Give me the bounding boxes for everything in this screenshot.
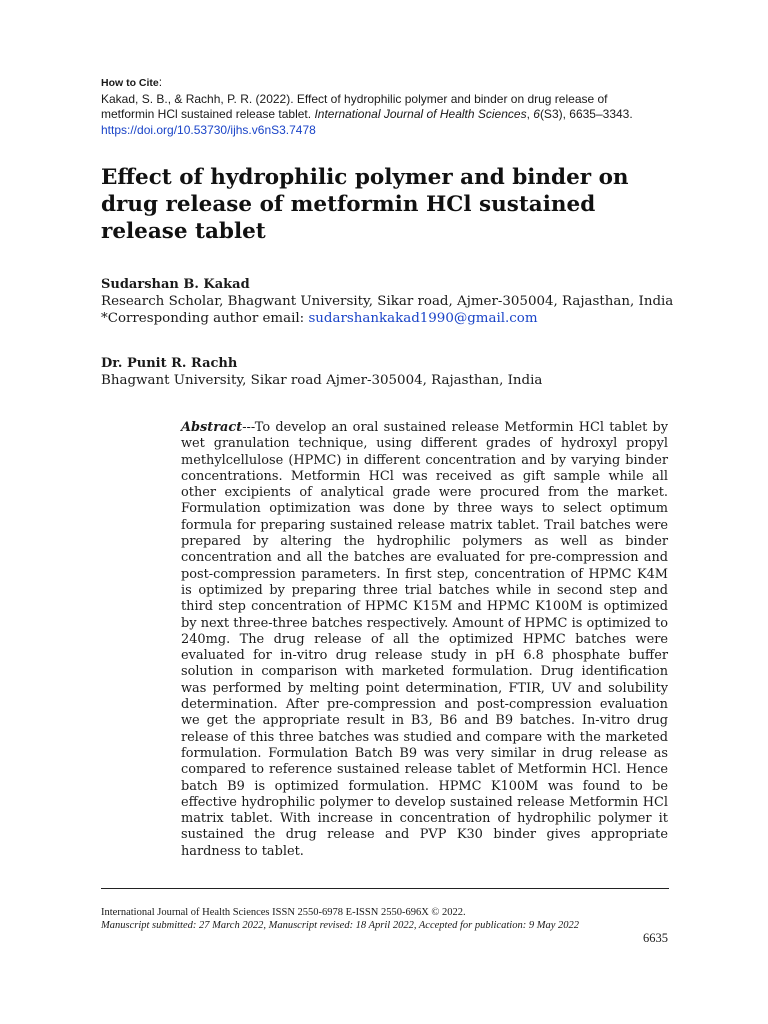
footer <box>101 906 669 932</box>
abstract-text: ---To develop an oral sustained release Metformin HCl tablet by wet granulation technique, using different grades of hydroxyl propyl methylcellulose (HPMC) in different concentration and by varying binder concentrations. Metformin HCl was received as gift sample while all other excipients of analytical grade were procured from the market. Formulation optimization was done by three ways to select optimum formula for preparing sustained release matrix tablet. Trail batches were prepared by altering the hydrophilic polymers as well as binder concentration and all the batches are evaluated for pre-compression and post-compression parameters. In first step, concentration of HPMC K4M is optimized by preparing three trial batches while in second step and third step concentration of HPMC K15M and HPMC K100M is optimized by next three-three batches respectively. Amount of HPMC is optimized to 240mg. The drug release of all the optimized HPMC batches were evaluated for in-vitro drug release study in pH 6.8 phosphate buffer solution in comparison with marketed formulation. Drug identification was performed by melting point determination, FTIR, UV and solubility determination. After pre-compression and post-compression evaluation we get the appropriate result in B3, B6 and B9 batches. In-vitro drug release of this three batches was studied and compare with the marketed formulation. Formulation Batch B9 was very similar in drug release as compared to reference sustained release tablet of Metformin HCl. Hence batch B9 is optimized formulation. HPMC K100M was found to be effective hydrophilic polymer to develop sustained release Metformin HCl matrix tablet. With increase in concentration of hydrophilic polymer it sustained the drug release and PVP K30 binder gives appropriate hardness to tablet. <box>181 420 668 859</box>
page-number: 6635 <box>643 931 668 945</box>
footer-divider <box>101 888 669 889</box>
citation-colon: : <box>158 75 163 89</box>
citation-block <box>101 75 661 138</box>
author-affiliation: Research Scholar, Bhagwant University, Sikar road, Ajmer-305004, Rajasthan, India <box>101 294 674 309</box>
citation-issue-pages: (S3), 6635–3343. <box>539 107 633 121</box>
citation-journal: International Journal of Health Sciences <box>314 107 527 121</box>
citation-doi-link[interactable]: https://doi.org/10.53730/ijhs.v6nS3.7478 <box>101 122 316 137</box>
author-affiliation: Bhagwant University, Sikar road Ajmer-305004, Rajasthan, India <box>101 373 543 388</box>
author-name: Dr. Punit R. Rachh <box>101 356 238 371</box>
author-name: Sudarshan B. Kakad <box>101 277 250 292</box>
citation-volume: 6 <box>533 107 540 121</box>
abstract-label: Abstract <box>181 420 243 435</box>
citation-authors: Kakad, S. B., & Rachh, P. R. (2022). Effect of hydrophilic polymer and binder on drug release of metformin HCl sustained release tablet. <box>101 91 608 121</box>
citation-heading: How to Cite <box>101 77 159 89</box>
email-label: *Corresponding author email: <box>101 311 309 326</box>
author-email-link[interactable]: sudarshankakad1990@gmail.com <box>308 311 538 326</box>
author-block-2 <box>101 355 681 389</box>
footer-manuscript-dates: Manuscript submitted: 27 March 2022, Manuscript revised: 18 April 2022, Accepted for publication: 9 May 2022 <box>101 920 579 931</box>
abstract <box>181 420 668 860</box>
citation-comma: , <box>526 107 534 121</box>
footer-journal-issn: International Journal of Health Sciences ISSN 2550-6978 E-ISSN 2550-696X © 2022. <box>101 907 466 918</box>
author-email-line <box>101 310 681 327</box>
author-block-1 <box>101 276 681 327</box>
citation-text <box>101 92 661 139</box>
paper-title: Effect of hydrophilic polymer and binder on drug release of metformin HCl sustained release tablet <box>101 165 629 244</box>
